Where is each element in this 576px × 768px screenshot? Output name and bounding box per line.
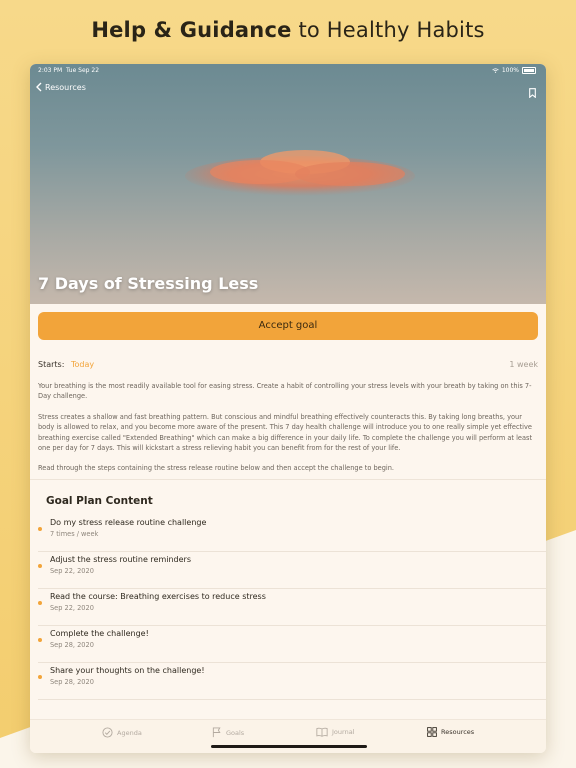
cloud-illustration — [180, 144, 420, 204]
plan-item-subtitle: Sep 28, 2020 — [50, 678, 94, 686]
tab-resources[interactable] — [427, 727, 474, 737]
plan-item-title: Adjust the stress routine reminders — [50, 555, 191, 564]
plan-item-title: Do my stress release routine challenge — [50, 518, 207, 527]
starts-value[interactable]: Today — [70, 360, 95, 369]
battery-percent: 100% — [501, 67, 519, 74]
section-divider — [30, 479, 546, 480]
tab-label: Goals — [226, 728, 245, 737]
bullet-dot-icon — [38, 527, 42, 531]
book-icon — [316, 727, 328, 737]
plan-item-title: Complete the challenge! — [50, 629, 149, 638]
bookmark-button[interactable] — [529, 83, 536, 102]
headline-bold: Help & Guidance — [91, 18, 292, 42]
duration-label: 1 week — [509, 360, 538, 369]
accept-goal-button[interactable]: Accept goal — [38, 312, 538, 340]
plan-item-title: Share your thoughts on the challenge! — [50, 666, 205, 675]
plan-item[interactable] — [30, 589, 546, 626]
plan-item-subtitle: Sep 28, 2020 — [50, 641, 94, 649]
description-paragraph: Stress creates a shallow and fast breathing pattern. But conscious and mindful breathing effectively counteracts this. By taking long breaths, your body is allowed to relax, and you become more aware of the present. This 7 day health challenge will introduce you to one really simple yet effective breathing exercise called "Extended Breathing" which can make a big difference in your daily life. To complete the challenge you will perform at least one per day for 7 days. This will kickstart a stress relieving habit you can benefit from for the rest of your life. — [38, 413, 533, 453]
home-indicator[interactable] — [211, 745, 367, 748]
bullet-dot-icon — [38, 601, 42, 605]
bullet-dot-icon — [38, 638, 42, 642]
goal-plan-list — [30, 515, 546, 700]
tab-goals[interactable] — [212, 727, 244, 738]
divider — [38, 699, 546, 700]
flag-icon — [212, 727, 222, 738]
status-bar — [30, 64, 546, 78]
device-screen — [30, 64, 546, 753]
battery-icon — [522, 67, 536, 74]
bullet-dot-icon — [38, 564, 42, 568]
plan-item-subtitle: 7 times / week — [50, 530, 99, 538]
tab-journal[interactable] — [316, 727, 354, 737]
goal-plan-title: Goal Plan Content — [46, 495, 153, 507]
tab-label: Journal — [332, 728, 355, 736]
wifi-icon — [492, 68, 499, 73]
bookmark-icon — [529, 88, 536, 98]
plan-item-subtitle: Sep 22, 2020 — [50, 567, 94, 575]
tab-label: Resources — [441, 728, 475, 736]
marketing-headline — [0, 18, 576, 42]
headline-light: to Healthy Habits — [298, 18, 485, 42]
status-time: 2:03 PM — [38, 67, 63, 74]
plan-item[interactable] — [30, 663, 546, 700]
page-title: 7 Days of Stressing Less — [38, 274, 259, 293]
plan-item-subtitle: Sep 22, 2020 — [50, 604, 94, 612]
description-paragraph: Read through the steps containing the stress release routine below and then accept the challenge to begin. — [38, 464, 395, 472]
status-time-date — [38, 67, 99, 74]
plan-item-title: Read the course: Breathing exercises to reduce stress — [50, 592, 266, 601]
chevron-left-icon — [36, 82, 42, 92]
plan-item[interactable] — [30, 626, 546, 663]
bullet-dot-icon — [38, 675, 42, 679]
status-right — [492, 67, 536, 74]
back-button[interactable] — [36, 82, 86, 92]
back-label: Resources — [45, 82, 86, 92]
check-circle-icon — [102, 727, 113, 738]
status-date: Tue Sep 22 — [66, 67, 100, 74]
description-paragraph: Your breathing is the most readily available tool for easing stress. Create a habit of controlling your stress levels with your breath by taking on this 7-Day challenge. — [38, 382, 532, 401]
hero-image — [30, 64, 546, 304]
starts-label: Starts: — [38, 360, 65, 369]
tab-label: Agenda — [117, 728, 142, 737]
plan-item[interactable] — [30, 515, 546, 552]
starts-row — [38, 360, 538, 369]
grid-icon — [427, 727, 437, 737]
tab-agenda[interactable] — [102, 727, 142, 738]
plan-item[interactable] — [30, 552, 546, 589]
nav-bar — [30, 82, 546, 98]
